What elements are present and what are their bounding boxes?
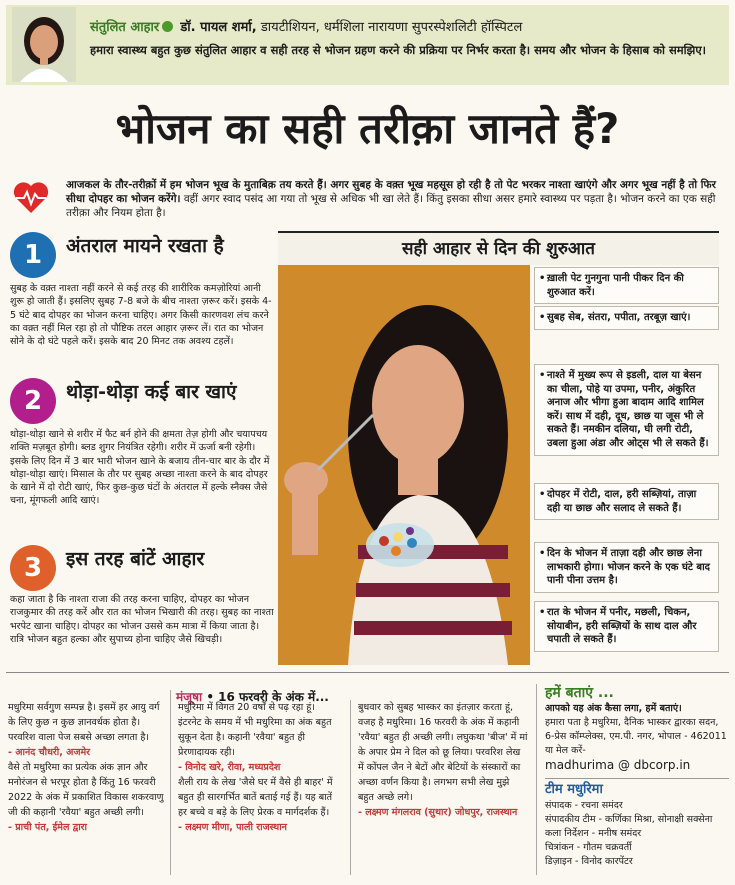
contact-heading: हमें बताएं ... [545, 685, 614, 701]
column-rule [170, 690, 171, 875]
manjusha-suffix: • 16 फरवरी के अंक में... [206, 690, 329, 704]
column-rule [536, 684, 537, 875]
credit-line: कला निर्देशन - मनीष समंदर [545, 828, 642, 839]
column-rule [350, 700, 351, 875]
team-heading: टीम मधुरिमा [545, 778, 729, 799]
tip-item: • दिन के भोजन में ताज़ा दही और छाछ लेना लाभकारी होगा। भोजन करने के एक घंटे बाद पानी पीना उत्तम है। [534, 542, 719, 593]
woman-eating-fruit-photo [278, 265, 530, 665]
contact-address: हमारा पता है मधुरिमा, दैनिक भास्कर द्वारका सदन, 6-प्रेस कॉम्प्लेक्स, एम.पी. नगर, भोपाल - 462011 या मेल करें- [545, 717, 727, 756]
letter-author: - विनोद खरे, रीवा, मध्यप्रदेश [178, 762, 281, 773]
letter-author: - आनंद चौधरी, अजमेर [8, 747, 91, 758]
section-number-2: 2 [10, 378, 56, 424]
letter-text: शैली राय के लेख 'जैसे घर में वैसे ही बाहर' में बहुत ही सारगर्भित बातें बताई गई हैं। यह बातें हर बच्चे व बड़े के लिए प्रेरक व मार्गदर्शक हैं। [178, 777, 333, 818]
tip-item: • नाश्ते में मुख्य रूप से इडली, दाल या बेसन का चीला, पोहे या उपमा, पनीर, अंकुरित अनाज और भीगा हुआ बादाम आदि शामिल करें। साथ में दही, दूध, छाछ या जूस भी ले सकते हैं। नमकीन दलिया, घी लगी रोटी, उबला हुआ अंडा और ओट्स भी ले सकते हैं। [534, 364, 719, 456]
tip-item: • सुबह सेब, संतरा, पपीता, तरबूज़ खाएं। [534, 306, 719, 330]
credit-line: चित्रांकन - गौतम चक्रवर्ती [545, 842, 632, 853]
letter-author: - प्राची पंत, ईमेल द्वारा [8, 822, 88, 833]
contact-box [545, 684, 729, 869]
contact-email[interactable]: madhurima @ dbcorp.in [545, 758, 691, 772]
header-strip [6, 5, 729, 85]
lead-rest: वहीं अगर स्वाद पसंद आ गया तो भूख से अधिक भी खा लेते हैं। किंतु इसका सीधा असर हमारे स्वास्थ्य पर पड़ता है। भोजन करने का एक सही तरीक़ा और नियम होता है। [66, 193, 716, 219]
lead-bold: आजकल के तौर-तरीक़ों में हम भोजन भूख के मुताबिक़ तय करते हैं। अगर सुबह के वक़्त भूख महसूस हो रही है तो पेट भरकर नाश्ता खाएंगे और अगर भूख नहीं है तो फिर सीधा दोपहर का भोजन करेंगे। [66, 179, 716, 205]
section-body-3: कहा जाता है कि नाश्ता राजा की तरह करना चाहिए, दोपहर का भोजन राजकुमार की तरह करें और रात का भोजन भिखारी की तरह। सुबह का नाश्ता भरपेट खाना चाहिए। दोपहर का भोजन उससे कम मात्रा में किया जाता है। रात्रि भोजन बहुत हल्का और सुपाच्य होना चाहिए जैसे खिचड़ी। [10, 594, 274, 645]
letters-column-2 [178, 700, 338, 835]
letter-text: मधुरिमा सर्वगुण सम्पन्न है। इसमें हर आयु वर्ग के लिए कुछ न कुछ ज्ञानवर्धक होता है। परवरिश वाला पेज सबसे अच्छा लगता है। [8, 702, 160, 743]
credit-line: संपादकीय टीम - कर्णिका मिश्रा, सोनाक्षी सक्सेना [545, 814, 713, 825]
apple-icon [162, 21, 173, 32]
brand-label: संतुलित आहार [90, 20, 160, 35]
diet-panel [278, 231, 719, 665]
credit-line: डिज़ाइन - विनोद कारपेंटर [545, 856, 633, 867]
header-intro: हमारा स्वास्थ्य बहुत कुछ संतुलित आहार व सही तरह से भोजन ग्रहण करने की प्रक्रिया पर निर्भर करता है। समय और भोजन के हिसाब को समझिए। [90, 43, 707, 57]
doctor-designation: डायटीशियन, धर्मशिला नारायणा सुपरस्पेशलिटी हॉस्पिटल [260, 20, 523, 35]
headline: भोजन का सही तरीक़ा जानते हैं? [115, 104, 620, 153]
section-number-3: 3 [10, 545, 56, 591]
section-body-2: थोड़ा-थोड़ा खाने से शरीर में फैट बर्न होने की क्षमता तेज़ होगी और चयापचय शक्ति मज़बूत होगी। ब्लड शुगर नियंत्रित रहेगी। शरीर में ऊर्जा बनी रहेगी। इसके लिए दिन में 3 बार भारी भोजन खाने के बजाय तीन-चार बार के दौर में थोड़ा-थोड़ा खाएं। मिसाल के तौर पर सुबह अच्छा नाश्ता करने के बाद दोपहर के खाने में दो रोटी खाएं, फिर कुछ-कुछ घंटों के अंतराल में हल्के स्नैक्स जैसे चना, मूंगफली आदि खाएं। [10, 429, 270, 507]
author-portrait [12, 7, 76, 82]
tip-item: • ख़ाली पेट गुनगुना पानी पीकर दिन की शुरुआत करें। [534, 267, 719, 304]
tip-item: • रात के भोजन में पनीर, मछली, चिकन, सोयाबीन, हरी सब्ज़ियों के साथ दाल और चपाती ले सकते हैं। [534, 601, 719, 652]
credit-line: संपादक - रचना समंदर [545, 800, 623, 811]
doctor-name: डॉ. पायल शर्मा, [180, 20, 257, 35]
letter-author: - लक्ष्मण मंगलराव (सुथार) जोधपुर, राजस्थान [358, 807, 518, 818]
bottom-divider [6, 672, 729, 673]
panel-title: सही आहार से दिन की शुरुआत [278, 231, 719, 265]
letter-text: वैसे तो मधुरिमा का प्रत्येक अंक ज्ञान और मनोरंजन से भरपूर होता है किंतु 16 फरवरी 2022 के अंक में प्रकाशित विकास शकरवाणु जी की कहानी 'रवैया' बहुत अच्छी लगी। [8, 762, 164, 818]
section-title-2: थोड़ा-थोड़ा कई बार खाएं [66, 381, 237, 403]
letters-column-3 [358, 700, 528, 820]
lead-paragraph [66, 178, 726, 220]
letter-text: मधुरिमा में विगत 20 वर्षों से पढ़ रहा हूं। इंटरनेट के समय में भी मधुरिमा का अंक बहुत सुकून देता है। कहानी 'रवैया' बहुत ही प्रेरणादायक रही। [178, 702, 332, 758]
section-title-3: इस तरह बांटें आहार [66, 548, 205, 570]
manjusha-label: मंजूषा [176, 690, 203, 704]
letter-text: बुधवार को सुबह भास्कर का इंतज़ार करता हूं, वजह है मधुरिमा। 16 फरवरी के अंक में कहानी 'रवैया' बहुत ही अच्छी लगी। लघुकथा 'बीज' में मां के अपार प्रेम ने दिल को छू लिया। परवरिश लेख में कोंपल जैन ने बेटों और बेटियों के संस्कारों का अच्छा वर्णन किया है। लगभग सभी लेख मुझे बहुत अच्छे लगे। [358, 702, 528, 803]
header-byline [90, 17, 522, 35]
section-body-1: सुबह के वक़्त नाश्ता नहीं करने से कई तरह की शारीरिक कमज़ोरियां आनी शुरू हो जाती हैं। इसलिए सुबह 7-8 बजे के बीच नाश्ता ज़रूर करें। इसके 4-5 घंटे बाद दोपहर का भोजन करना चाहिए। अगर किसी कारणवश लंच करने का वक़्त नहीं मिल रहा हो तो पौष्टिक तरल आहार ज़रूर लें। रात का भोजन सोने के दो घंटे पहले करें। इसके बाद 20 मिनट तक अवश्य टहलें। [10, 283, 272, 348]
section-title-1: अंतराल मायने रखता है [66, 235, 224, 257]
section-number-1: 1 [10, 232, 56, 278]
letters-column-1 [8, 700, 168, 835]
heartbeat-icon [12, 180, 50, 214]
contact-line1: आपको यह अंक कैसा लगा, हमें बताएं। [545, 703, 682, 714]
tip-item: • दोपहर में रोटी, दाल, हरी सब्ज़ियां, ताज़ा दही या छाछ और सलाद ले सकते हैं। [534, 483, 719, 520]
letter-author: - लक्ष्मण मीणा, पाली राजस्थान [178, 822, 287, 833]
